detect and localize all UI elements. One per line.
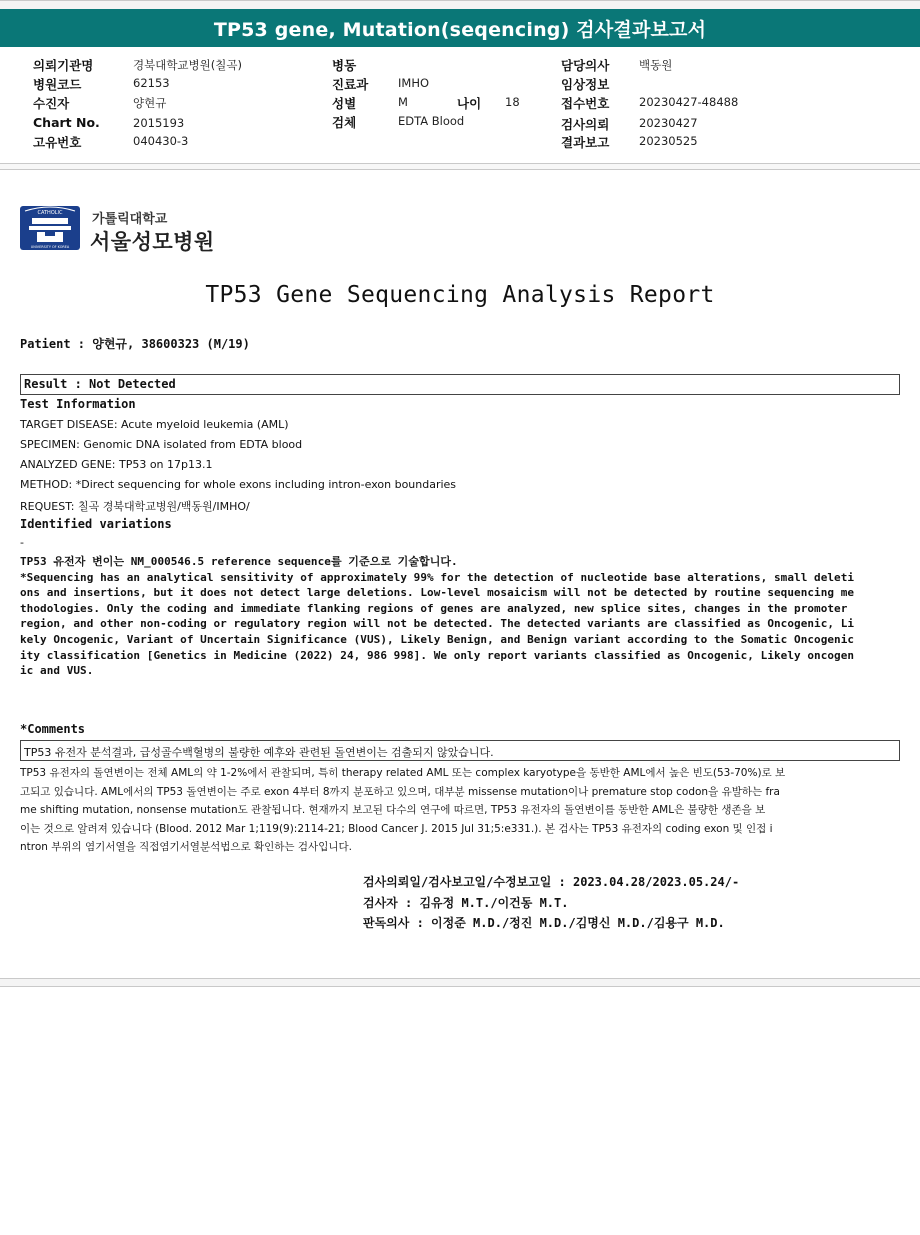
field-label-attending-doctor: 담당의사 xyxy=(561,58,610,73)
header-info-grid xyxy=(0,47,920,165)
field-label-patient-name: 수진자 xyxy=(33,96,70,111)
identified-variations-heading: Identified variations xyxy=(20,517,172,531)
field-value-requesting-institution: 경북대학교병원(칠곡) xyxy=(133,58,242,72)
disclaimer-line: region, and other non-coding or regulatory region will not be detected. The detected variants are classified as Oncogenic, Li xyxy=(20,617,855,631)
reading-doctor-line: 판독의사 : 이정준 M.D./정진 M.D./김명신 M.D./김용구 M.D. xyxy=(363,916,725,930)
field-label-hospital-code: 병원코드 xyxy=(33,77,82,92)
comment-line: 고되고 있습니다. AML에서의 TP53 돌연변이는 주로 exon 4부터 8까지 분포하고 있으며, 대부분 missense mutation이나 premature stop codon을 유발하는 fra xyxy=(20,785,780,798)
field-value-unique-number: 040430-3 xyxy=(133,134,189,148)
field-label-clinical-info: 임상정보 xyxy=(561,77,610,92)
field-value-hospital-code: 62153 xyxy=(133,76,170,90)
disclaimer-line: ic and VUS. xyxy=(20,664,94,678)
identified-variations-value: - xyxy=(20,536,24,549)
comment-line: TP53 유전자의 돌연변이는 전체 AML의 약 1-2%에서 관찰되며, 특히 therapy related AML 또는 complex karyotype을 동반한 AML에서 높은 빈도(53-70%)로 보 xyxy=(20,767,786,779)
logo-emblem-subtext: UNIVERSITY OF KOREA xyxy=(30,245,70,249)
field-label-chart-no: Chart No. xyxy=(33,115,100,130)
comment-line: me shifting mutation, nonsense mutation도 관찰됩니다. 현재까지 보고된 다수의 연구에 따르면, TP53 유전자의 돌연변이를 동반한 AML은 불량한 생존을 보 xyxy=(20,804,766,816)
disclaimer-line: *Sequencing has an analytical sensitivity of approximately 99% for the detection of nucleotide base alterations, small deleti xyxy=(20,570,855,584)
disclaimer-line: kely Oncogenic, Variant of Uncertain Significance (VUS), Likely Benign, and Benign variant according to the Somatic Oncogenic xyxy=(20,632,855,646)
field-label-unique-number: 고유번호 xyxy=(33,135,82,150)
field-value-receipt-number: 20230427-48488 xyxy=(639,95,739,109)
target-disease-line: TARGET DISEASE: Acute myeloid leukemia (AML) xyxy=(20,418,289,431)
logo-hospital-name: 서울성모병원 xyxy=(90,230,215,254)
field-label-report-date: 결과보고 xyxy=(561,135,610,150)
field-label-department: 진료과 xyxy=(332,77,369,92)
comment-line: ntron 부위의 염기서열을 직접염기서열분석법으로 확인하는 검사입니다. xyxy=(20,841,352,853)
field-value-sex: M xyxy=(398,95,408,109)
request-line: REQUEST: 칠곡 경북대학교병원/백동원/IMHO/ xyxy=(20,500,250,513)
logo-emblem-text: CATHOLIC xyxy=(37,210,63,216)
test-information-heading: Test Information xyxy=(20,397,136,411)
field-value-report-date: 20230525 xyxy=(639,134,698,148)
field-value-specimen: EDTA Blood xyxy=(398,114,465,128)
field-label-specimen: 검체 xyxy=(332,115,357,130)
field-label-requesting-institution: 의뢰기관명 xyxy=(33,58,94,73)
method-line: METHOD: *Direct sequencing for whole exons including intron-exon boundaries xyxy=(20,478,457,491)
result-box: Result : Not Detected xyxy=(20,374,900,395)
patient-line: Patient : 양현규, 38600323 (M/19) xyxy=(20,337,250,351)
field-label-ward: 병동 xyxy=(332,58,357,73)
comment-line: 이는 것으로 알려져 있습니다 (Blood. 2012 Mar 1;119(9):2114-21; Blood Cancer J. 2015 Jul 31;5:e331.). 본 검사는 TP53 유전자의 coding exon 및 인접 i xyxy=(20,822,773,835)
specimen-line: SPECIMEN: Genomic DNA isolated from EDTA blood xyxy=(20,438,303,451)
field-value-age: 18 xyxy=(505,95,520,109)
comment-summary-box: TP53 유전자 분석결과, 급성골수백혈병의 불량한 예후와 관련된 돌연변이는 검출되지 않았습니다. xyxy=(20,740,900,761)
report-title: TP53 Gene Sequencing Analysis Report xyxy=(205,282,715,308)
field-value-attending-doctor: 백동원 xyxy=(639,58,673,72)
reference-sequence-line: TP53 유전자 변이는 NM_000546.5 reference sequence를 기준으로 기술합니다. xyxy=(20,555,458,568)
field-value-chart-no: 2015193 xyxy=(133,116,185,130)
logo-university-name: 가톨릭대학교 xyxy=(92,212,168,227)
examiner-line: 검사자 : 김유정 M.T./이건동 M.T. xyxy=(363,896,569,910)
field-label-receipt-number: 접수번호 xyxy=(561,96,610,111)
field-label-sex: 성별 xyxy=(332,96,357,111)
top-rule xyxy=(0,0,920,9)
report-header-title: TP53 gene, Mutation(seqencing) 검사결과보고서 xyxy=(0,9,920,47)
field-value-request-date: 20230427 xyxy=(639,116,698,130)
field-value-patient-name: 양현규 xyxy=(133,96,167,110)
comments-heading: *Comments xyxy=(20,722,86,736)
disclaimer-paragraph xyxy=(20,554,900,679)
disclaimer-line: ity classification [Genetics in Medicine (2022) 24, 986 998]. We only report variants classified as Oncogenic, Likely oncogen xyxy=(20,648,855,662)
hospital-logo-emblem xyxy=(19,205,81,251)
disclaimer-line: ons and insertions, but it does not detect large deletions. Low-level mosaicism will not be detected by routine sequencing me xyxy=(20,586,855,600)
field-value-department: IMHO xyxy=(398,76,430,90)
bottom-divider xyxy=(0,978,920,987)
field-label-age: 나이 xyxy=(457,96,482,111)
report-dates-line: 검사의뢰일/검사보고일/수정보고일 : 2023.04.28/2023.05.24/- xyxy=(363,875,740,889)
comment-paragraph xyxy=(20,764,900,857)
field-label-request-date: 검사의뢰 xyxy=(561,117,610,132)
disclaimer-line: thodologies. Only the coding and immediate flanking regions of genes are analyzed, new splice sites, changes in the promoter xyxy=(20,601,848,615)
header-divider xyxy=(0,163,920,170)
analyzed-gene-line: ANALYZED GENE: TP53 on 17p13.1 xyxy=(20,458,213,471)
